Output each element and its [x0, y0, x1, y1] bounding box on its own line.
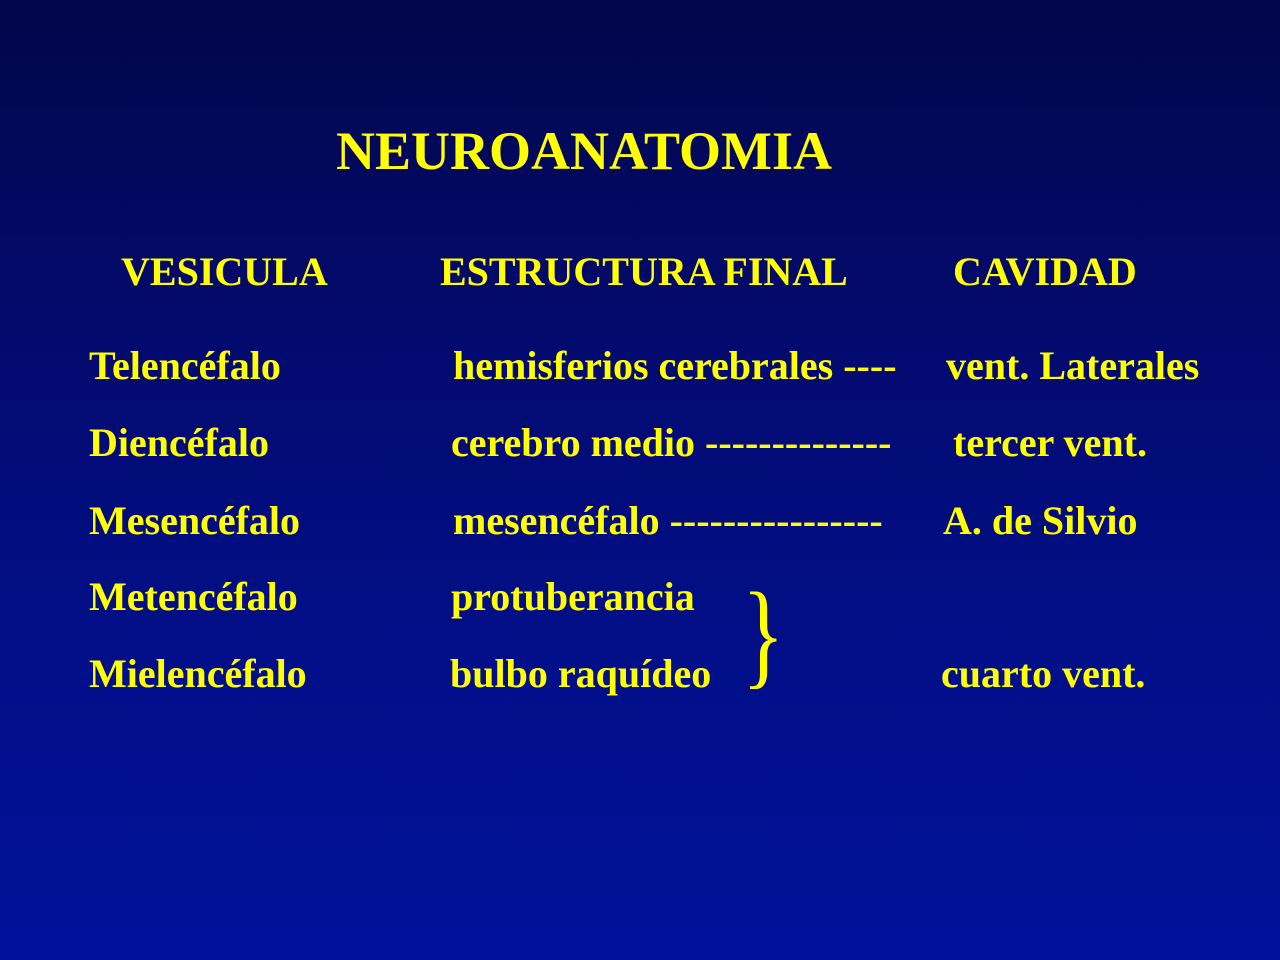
row-estructura: bulbo raquídeo [450, 651, 712, 696]
row-vesicula: Diencéfalo [89, 420, 269, 465]
row-cavidad: tercer vent. [953, 420, 1147, 465]
row-estructura: hemisferios cerebrales ---- [453, 343, 897, 388]
header-vesicula: VESICULA [121, 249, 328, 294]
header-cavidad: CAVIDAD [953, 249, 1137, 294]
row-estructura: protuberancia [451, 574, 695, 619]
row-vesicula: Metencéfalo [89, 574, 298, 619]
header-estructura-final: ESTRUCTURA FINAL [440, 249, 848, 294]
row-vesicula: Mesencéfalo [89, 498, 301, 543]
slide-title: NEUROANATOMIA [336, 121, 833, 181]
row-vesicula: Telencéfalo [89, 343, 281, 388]
row-estructura: mesencéfalo ---------------- [453, 498, 883, 543]
row-cavidad: vent. Laterales [946, 343, 1200, 388]
row-cavidad: A. de Silvio [943, 498, 1138, 543]
curly-brace-icon: } [742, 568, 785, 699]
row-cavidad: cuarto vent. [941, 651, 1146, 696]
row-estructura: cerebro medio -------------- [451, 420, 892, 465]
row-vesicula: Mielencéfalo [89, 651, 307, 696]
